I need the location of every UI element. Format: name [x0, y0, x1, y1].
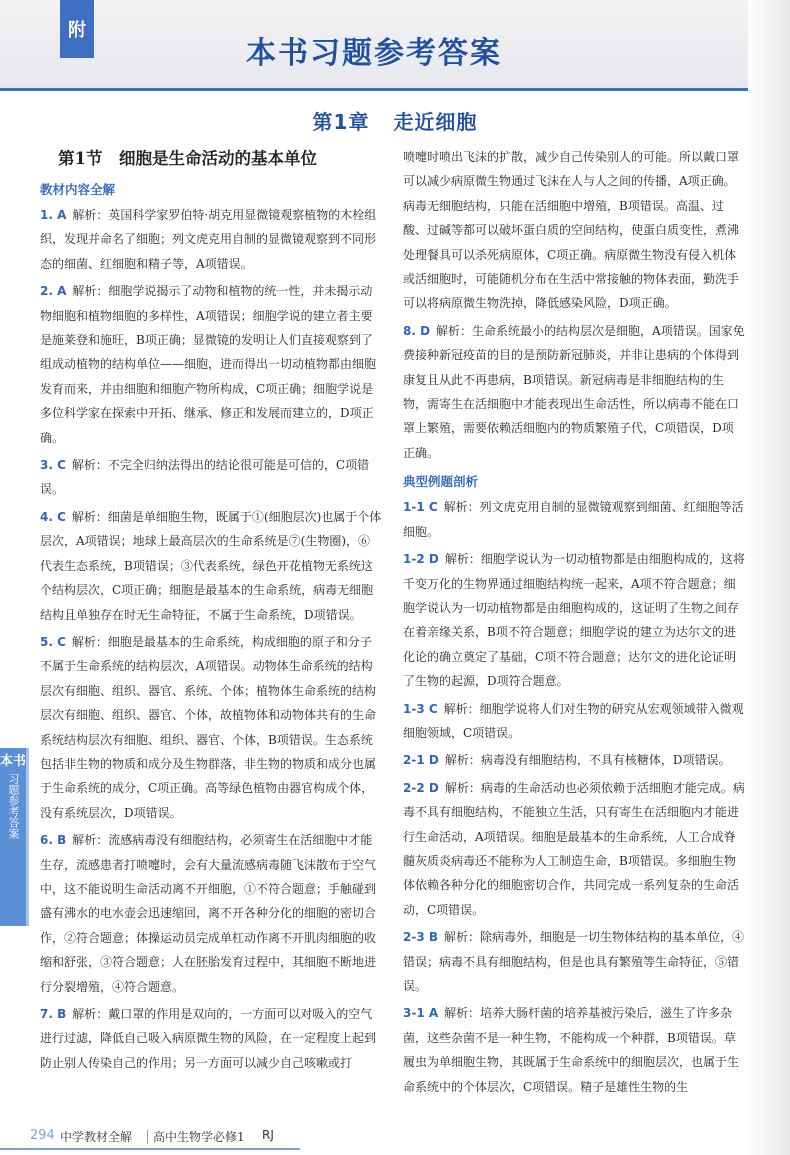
answer-text: 解析：细胞学说认为一切动植物都是由细胞构成的，这将千变万化的生物界通过细胞结构统一起来，A项不符合题意；细胞学说认为一切动植物都是由细胞构成的，这证明了生物之间存在着亲缘关系，B项不符合题意；细胞学说的建立为达尔文的进化论的确立奠定了基础，C项不符合题意；达尔文的进化论证明了生物的起源，D项符合题意。	[403, 552, 745, 689]
answer-text: 解析：细胞学说揭示了动物和植物的统一性，并未揭示动物细胞和植物细胞的多样性，A项错误；细胞学说的建立者主要是施莱登和施旺，B项正确；显微镜的发明让人们直接观察到了组成动植物的结构单位——细胞，进而得出一切动植物都由细胞发育而来，并由细胞和细胞产物所构成，C项正确；细胞学说是多位科学家在探索中开拓、继承、修正和发展而建立的，D项正确。	[40, 284, 377, 445]
answer-text: 解析：培养大肠杆菌的培养基被污染后，滋生了许多杂菌，这些杂菌不是一种生物，不能构成一个种群，B项错误。草履虫为单细胞生物，其既属于生命系统中的细胞层次，也属于生命系统中的个体层次，C项错误。精子是雄性生物的生	[403, 1006, 740, 1094]
answer-text: 解析：细菌是单细胞生物，既属于①(细胞层次)也属于个体层次，A项错误；地球上最高层次的生命系统是⑦(生物圈)，⑥代表生态系统，B项错误；③代表系统，绿色开花植物无系统这个结构层次，C项正确；细胞是最基本的生命系统，病毒无细胞结构且单独存在时无生命特征，不属于生命系统，D项错误。	[40, 509, 382, 622]
course-title: 高中生物学必修1	[153, 1130, 245, 1144]
edition: RJ	[262, 1128, 274, 1142]
answer-item	[403, 776, 745, 922]
appendix-tab: 附	[60, 0, 94, 58]
left-answer-list	[40, 203, 382, 1075]
footer-separator	[147, 1130, 148, 1144]
answer-number: 1-1 C	[403, 500, 438, 515]
right-heading: 典型例题剖析	[403, 474, 479, 490]
answer-text: 解析：不完全归纳法得出的结论很可能是可信的，C项错误。	[40, 458, 370, 497]
book-title: 中学教材全解	[60, 1130, 133, 1144]
side-tab	[0, 748, 26, 926]
answer-text: 解析：生命系统最小的结构层次是细胞，A项错误。国家免费接种新冠疫苗的目的是预防新冠肺炎，并非让患病的个体得到康复且从此不再患病，B项错误。新冠病毒是非细胞结构的生物，需寄生在活细胞中才能表现出生命活性，所以病毒不能在口罩上繁殖，需要依赖活细胞内的物质繁殖子代，C项错误，D项正确。	[403, 323, 745, 460]
continued-answer: 喷嚏时喷出飞沫的扩散，减少自己传染别人的可能。所以戴口罩可以减少病原微生物通过飞沫在人与人之间的传播，A项正确。病毒无细胞结构，只能在活细胞中增殖，B项错误。高温、过酸、过碱等都可以破坏蛋白质的空间结构，使蛋白质变性，煮沸处理餐具可以杀死病原体，C项正确。病原微生物没有侵入机体或活细胞时，可能随机分布在生活中常接触的物体表面，勤洗手可以将病原微生物洗掉，降低感染风险，D项正确。	[403, 150, 740, 311]
answer-item	[40, 630, 382, 825]
answer-number: 5. C	[40, 634, 66, 649]
right-answer-list-top	[403, 319, 745, 465]
page-number: 294	[30, 1128, 55, 1143]
answer-text: 解析：英国科学家罗伯特·胡克用显微镜观察植物的木栓组织，发现并命名了细胞；列文虎克用自制的显微镜观察到不同形态的细菌、红细胞和精子等，A项错误。	[40, 208, 377, 271]
answer-number: 8. D	[403, 323, 431, 338]
footer	[0, 1128, 330, 1150]
answer-number: 7. B	[40, 1007, 67, 1021]
answer-text: 解析：列文虎克用自制的显微镜观察到细菌、红细胞等活细胞。	[403, 500, 744, 539]
answer-item	[40, 453, 382, 502]
answer-text: 解析：戴口罩的作用是双向的，一方面可以对吸入的空气进行过滤，降低自己吸入病原微生物的风险，在一定程度上起到防止别人传染自己的作用；另一方面可以减少自己咳嗽或打	[40, 1007, 377, 1070]
side-tab-main: 本书	[0, 754, 27, 769]
side-tab-sub: 习题参考答案	[7, 773, 20, 839]
answer-item	[40, 828, 382, 999]
page-title: 本书习题参考答案	[246, 36, 502, 71]
answer-item	[40, 1002, 382, 1075]
answer-item	[403, 748, 745, 772]
answer-number: 2-1 D	[403, 753, 439, 768]
answer-number: 6. B	[40, 833, 67, 848]
answer-number: 3-1 A	[403, 1006, 439, 1021]
answer-text: 解析：病毒的生命活动也必须依赖于活细胞才能完成。病毒不具有细胞结构，不能独立生活，只有寄生在活细胞内才能进行生命活动，A项错误。细胞是最基本的生命系统，人工合成脊髓灰质炎病毒还不能称为人工制造生命，B项错误。多细胞生物体依赖各种分化的细胞密切合作，共同完成一系列复杂的生命活动，C项错误。	[403, 780, 745, 917]
answer-number: 2. A	[40, 284, 67, 299]
answer-item	[40, 203, 382, 276]
answer-number: 1. A	[40, 208, 67, 222]
right-column	[403, 145, 745, 1102]
answer-text: 解析：细胞学说将人们对生物的研究从宏观领域带入微观细胞领域，C项错误。	[403, 701, 744, 740]
answer-item	[403, 697, 745, 746]
answer-number: 2-2 D	[403, 780, 439, 795]
answer-text: 解析：病毒没有细胞结构，不具有核糖体，D项错误。	[444, 753, 731, 768]
right-answer-list	[403, 495, 745, 1099]
answer-text: 解析：除病毒外，细胞是一切生物体结构的基本单位，④错误；病毒不具有细胞结构，但是也具有繁殖等生命特征，⑤错误。	[403, 930, 745, 993]
chapter-name: 走近细胞	[393, 110, 478, 134]
footer-rule	[0, 1148, 300, 1150]
answer-item	[40, 279, 382, 450]
answer-number: 3. C	[40, 458, 66, 473]
page-edge-shadow	[746, 0, 790, 1155]
answer-item	[40, 505, 382, 627]
answer-number: 1-2 D	[403, 552, 439, 567]
side-strip	[26, 748, 29, 926]
answer-number: 2-3 B	[403, 930, 439, 945]
left-column	[40, 145, 382, 1078]
section-title: 第1节 细胞是生命活动的基本单位	[58, 149, 317, 168]
answer-number: 1-3 C	[403, 701, 438, 716]
header-divider	[0, 88, 748, 91]
chapter-title	[0, 106, 790, 135]
answer-text: 解析：细胞是最基本的生命系统，构成细胞的原子和分子不属于生命系统的结构层次，A项错误。动物体生命系统的结构层次有细胞、组织、器官、系统、个体；植物体生命系统的结构层次有细胞、组织、器官、个体，故植物体和动物体共有的生命系统结构层次有细胞、组织、器官、个体，B项错误。生态系统包括非生物的物质和成分及生物群落，非生物的物质和成分也属于生命系统的成分，C项正确。高等绿色植物由器官构成个体，没有系统层次，D项错误。	[40, 634, 377, 820]
answer-item	[403, 495, 745, 544]
answer-text: 解析：流感病毒没有细胞结构，必须寄生在活细胞中才能生存，流感患者打喷嚏时，会有大量流感病毒随飞沫散布于空气中，这不能说明生命活动离不开细胞，①不符合题意；手触碰到盛有沸水的电水壶会迅速缩回，离不开各种分化的细胞的密切合作，②符合题意；体操运动员完成单杠动作离不开肌肉细胞的收缩和舒张，③符合题意；人在胚胎发育过程中，其细胞不断地进行分裂增殖，④符合题意。	[40, 833, 377, 994]
answer-item	[403, 1001, 745, 1099]
answer-number: 4. C	[40, 509, 66, 524]
left-heading: 教材内容全解	[40, 182, 116, 197]
answer-item	[403, 547, 745, 693]
chapter-label: 第1章	[312, 110, 370, 134]
answer-item	[403, 925, 745, 998]
answer-item	[403, 319, 745, 465]
